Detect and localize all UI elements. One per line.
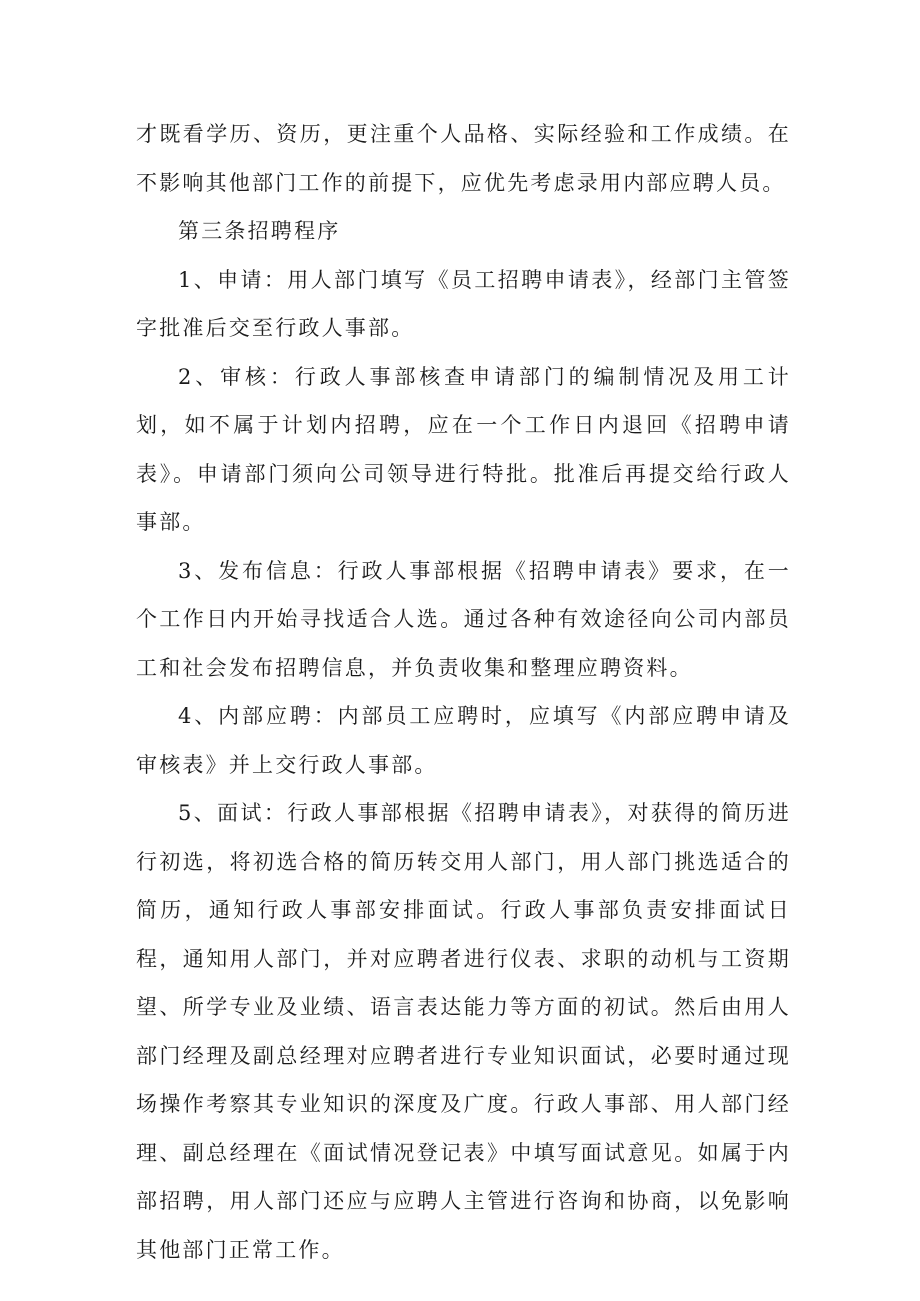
paragraph-step-3: 3、发布信息：行政人事部根据《招聘申请表》要求，在一个工作日内开始寻找适合人选。通过各种有效途径向公司内部员工和社会发布招聘信息，并负责收集和整理应聘资料。 (136, 558, 791, 680)
paragraph-step-2: 2、审核：行政人事部核查申请部门的编制情况及用工计划，如不属于计划内招聘，应在一个工作日内退回《招聘申请表》。申请部门须向公司领导进行特批。批准后再提交给行政人事部。 (136, 364, 791, 534)
section-heading: 第三条招聘程序 (178, 219, 341, 243)
paragraph-step-1: 1、申请：用人部门填写《员工招聘申请表》，经部门主管签字批准后交至行政人事部。 (136, 267, 791, 340)
document-body (136, 110, 791, 1274)
paragraph-step-5: 5、面试：行政人事部根据《招聘申请表》，对获得的简历进行初选，将初选合格的简历转交用人部门，用人部门挑选适合的简历，通知行政人事部安排面试。行政人事部负责安排面试日程，通知用人部门，并对应聘者进行仪表、求职的动机与工资期望、所学专业及业绩、语言表达能力等方面的初试。然后由用人部门经理及副总经理对应聘者进行专业知识面试，必要时通过现场操作考察其专业知识的深度及广度。行政人事部、用人部门经理、副总经理在《面试情况登记表》中填写面试意见。如属于内部招聘，用人部门还应与应聘人主管进行咨询和协商，以免影响其他部门正常工作。 (136, 801, 791, 1262)
paragraph-step-4: 4、内部应聘：内部员工应聘时，应填写《内部应聘申请及审核表》并上交行政人事部。 (136, 704, 791, 777)
paragraph-continuation: 才既看学历、资历，更注重个人品格、实际经验和工作成绩。在不影响其他部门工作的前提下，应优先考虑录用内部应聘人员。 (136, 122, 791, 195)
